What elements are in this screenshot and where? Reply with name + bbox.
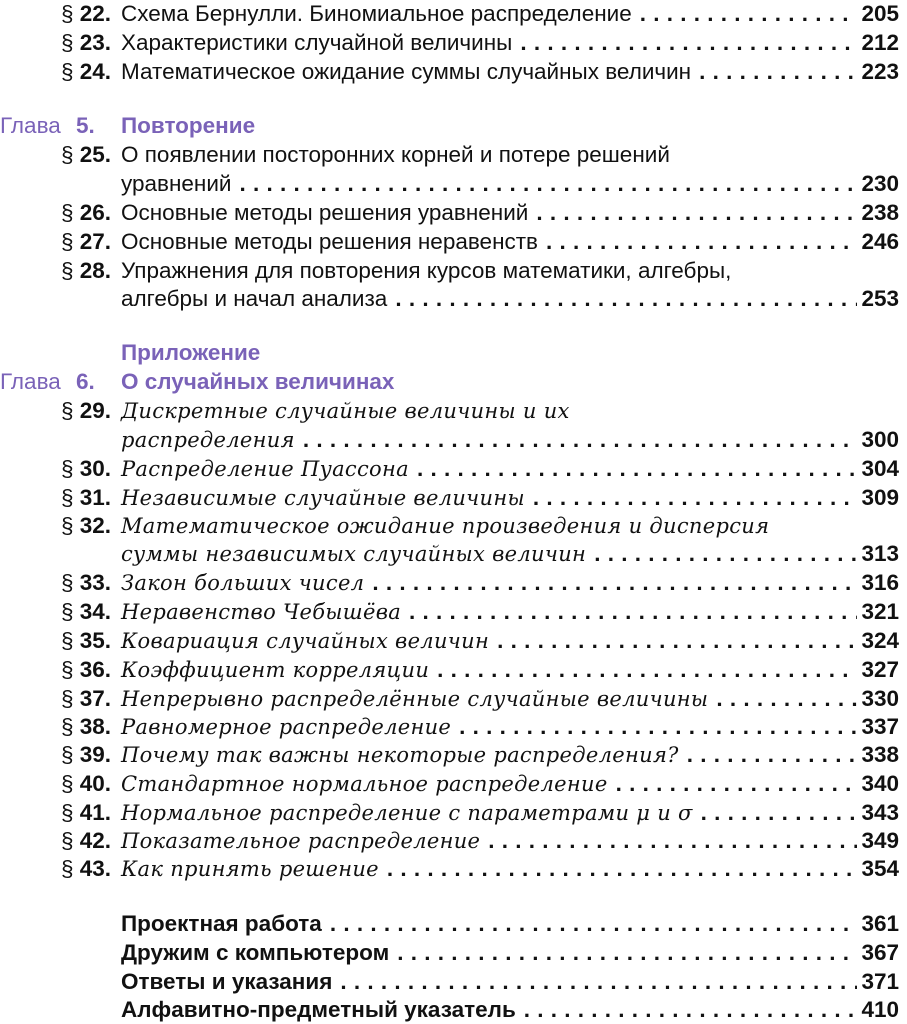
- toc-entry[interactable]: [0, 741, 907, 769]
- toc-entry[interactable]: [0, 685, 907, 713]
- section-title: Показательное распределение: [121, 829, 481, 853]
- toc-entry[interactable]: [0, 455, 907, 483]
- toc-entry[interactable]: [0, 827, 907, 855]
- section-number: § 37.: [60, 686, 111, 711]
- section-number: § 34.: [60, 599, 111, 624]
- back-matter-title: Ответы и указания: [121, 969, 333, 994]
- section-title: Независимые случайные величины: [121, 486, 525, 510]
- page-number: 238: [861, 200, 899, 225]
- section-title-continued: алгебры и начал анализа: [121, 286, 388, 311]
- leader-dots: [546, 228, 857, 256]
- leader-dots: [594, 540, 857, 568]
- section-number: § 22.: [60, 1, 111, 26]
- section-title: Нормальное распределение с параметрами μ и σ: [121, 801, 693, 825]
- section-number: § 40.: [60, 771, 111, 796]
- toc-entry[interactable]: [0, 910, 907, 938]
- leader-dots: [417, 455, 858, 483]
- chapter-title: О случайных величинах: [121, 369, 395, 394]
- page-number: 253: [861, 286, 899, 311]
- leader-dots: [409, 598, 857, 626]
- back-matter-title: Проектная работа: [121, 911, 322, 936]
- section-number: § 25.: [60, 142, 111, 167]
- section-title: Непрерывно распределённые случайные величины: [121, 687, 709, 711]
- toc-entry[interactable]: [0, 713, 907, 741]
- section-title: О появлении посторонних корней и потере решений: [121, 142, 670, 167]
- chapter-label: Глава: [0, 113, 61, 138]
- section-number: § 26.: [60, 200, 111, 225]
- page-number: 337: [861, 714, 899, 739]
- chapter-heading[interactable]: [0, 368, 907, 396]
- leader-dots: [536, 199, 857, 227]
- toc-entry[interactable]: [0, 199, 907, 227]
- page-number: 327: [861, 657, 899, 682]
- toc-entry[interactable]: [0, 770, 907, 798]
- leader-dots: [616, 770, 858, 798]
- leader-dots: [701, 799, 858, 827]
- section-title: Математическое ожидание произведения и дисперсия: [121, 514, 770, 538]
- section-number: § 43.: [60, 856, 111, 881]
- toc-entry[interactable]: [0, 484, 907, 512]
- toc-entry[interactable]: [0, 939, 907, 967]
- page-number: 223: [861, 59, 899, 84]
- section-number: § 33.: [60, 570, 111, 595]
- section-title: Почему так важны некоторые распределения?: [121, 743, 679, 767]
- leader-dots: [303, 426, 858, 454]
- section-title: Ковариация случайных величин: [121, 629, 490, 653]
- chapter-label: Глава: [0, 369, 61, 394]
- toc-entry[interactable]: [0, 141, 907, 169]
- section-title: Упражнения для повторения курсов математики, алгебры,: [121, 258, 732, 283]
- page-number: 338: [861, 742, 899, 767]
- toc-entry[interactable]: [0, 397, 907, 425]
- back-matter-title: Алфавитно-предметный указатель: [121, 997, 516, 1022]
- page-number: 361: [861, 911, 899, 936]
- section-number: § 42.: [60, 828, 111, 853]
- section-number: § 38.: [60, 714, 111, 739]
- section-number: § 41.: [60, 800, 111, 825]
- leader-dots: [716, 685, 857, 713]
- chapter-number: 6.: [76, 369, 95, 394]
- toc-entry-continuation[interactable]: [0, 170, 907, 198]
- leader-dots: [488, 827, 857, 855]
- section-number: § 32.: [60, 513, 111, 538]
- section-number: § 27.: [60, 229, 111, 254]
- section-title: Основные методы решения уравнений: [121, 200, 529, 225]
- section-number: § 23.: [60, 30, 111, 55]
- chapter-heading[interactable]: [0, 112, 907, 140]
- page-number: 313: [861, 541, 899, 566]
- section-title: Стандартное нормальное распределение: [121, 772, 608, 796]
- section-title: Схема Бернулли. Биномиальное распределение: [121, 1, 632, 26]
- page-number: 324: [861, 628, 899, 653]
- toc-entry[interactable]: [0, 512, 907, 540]
- leader-dots: [437, 656, 857, 684]
- toc-entry-continuation[interactable]: [0, 285, 907, 313]
- chapter-title: Повторение: [121, 113, 256, 138]
- page-number: 316: [861, 570, 899, 595]
- page-number: 205: [861, 1, 899, 26]
- section-title: Распределение Пуассона: [121, 457, 409, 481]
- leader-dots: [372, 569, 857, 597]
- section-title: Дискретные случайные величины и их: [121, 399, 570, 423]
- section-title: Равномерное распределение: [121, 715, 452, 739]
- leader-dots: [699, 58, 857, 86]
- page-number: 354: [861, 856, 899, 881]
- page-number: 367: [861, 940, 899, 965]
- section-number: § 36.: [60, 657, 111, 682]
- leader-dots: [687, 741, 858, 769]
- toc-entry[interactable]: [0, 855, 907, 883]
- leader-dots: [397, 939, 857, 967]
- toc-entry[interactable]: [0, 968, 907, 996]
- toc-entry[interactable]: [0, 996, 907, 1024]
- section-title-continued: распределения: [121, 428, 295, 452]
- leader-dots: [239, 170, 857, 198]
- toc-entry[interactable]: [0, 0, 907, 28]
- section-number: § 31.: [60, 485, 111, 510]
- leader-dots: [459, 713, 857, 741]
- toc-entry-continuation[interactable]: [0, 540, 907, 568]
- page-number: 343: [861, 800, 899, 825]
- section-number: § 39.: [60, 742, 111, 767]
- leader-dots: [533, 484, 858, 512]
- page-number: 230: [861, 171, 899, 196]
- section-title: Основные методы решения неравенств: [121, 229, 538, 254]
- page-number: 349: [861, 828, 899, 853]
- section-title-continued: уравнений: [121, 171, 232, 196]
- toc-entry[interactable]: [0, 257, 907, 285]
- section-title-continued: суммы независимых случайных величин: [121, 542, 587, 566]
- section-number: § 28.: [60, 258, 111, 283]
- appendix-heading[interactable]: [0, 339, 907, 367]
- page-number: 300: [861, 427, 899, 452]
- section-number: § 30.: [60, 456, 111, 481]
- chapter-number: 5.: [76, 113, 95, 138]
- page-number: 410: [861, 997, 899, 1022]
- toc-entry[interactable]: [0, 29, 907, 57]
- page-number: 304: [861, 456, 899, 481]
- page-number: 371: [861, 969, 899, 994]
- leader-dots: [395, 285, 857, 313]
- section-number: § 24.: [60, 59, 111, 84]
- toc-entry-continuation[interactable]: [0, 426, 907, 454]
- toc-entry[interactable]: [0, 598, 907, 626]
- section-title: Закон больших чисел: [121, 571, 365, 595]
- toc-entry[interactable]: [0, 58, 907, 86]
- page-number: 330: [861, 686, 899, 711]
- leader-dots: [524, 996, 858, 1024]
- page-number: 246: [861, 229, 899, 254]
- page-number: 309: [861, 485, 899, 510]
- toc-entry[interactable]: [0, 569, 907, 597]
- toc-entry[interactable]: [0, 799, 907, 827]
- toc-entry[interactable]: [0, 656, 907, 684]
- section-number: § 29.: [60, 398, 111, 423]
- leader-dots: [520, 29, 857, 57]
- leader-dots: [387, 855, 858, 883]
- page-number: 321: [861, 599, 899, 624]
- leader-dots: [330, 910, 858, 938]
- leader-dots: [340, 968, 857, 996]
- section-title: Неравенство Чебышёва: [121, 600, 402, 624]
- section-title: Характеристики случайной величины: [121, 30, 513, 55]
- section-title: Коэффициент корреляции: [121, 658, 430, 682]
- toc-entry[interactable]: [0, 627, 907, 655]
- page-number: 212: [861, 30, 899, 55]
- appendix-title: Приложение: [121, 340, 261, 365]
- leader-dots: [497, 627, 857, 655]
- leader-dots: [640, 0, 858, 28]
- section-number: § 35.: [60, 628, 111, 653]
- page-number: 340: [861, 771, 899, 796]
- section-title: Математическое ожидание суммы случайных величин: [121, 59, 692, 84]
- section-title: Как принять решение: [121, 857, 379, 881]
- toc-entry[interactable]: [0, 228, 907, 256]
- back-matter-title: Дружим с компьютером: [121, 940, 390, 965]
